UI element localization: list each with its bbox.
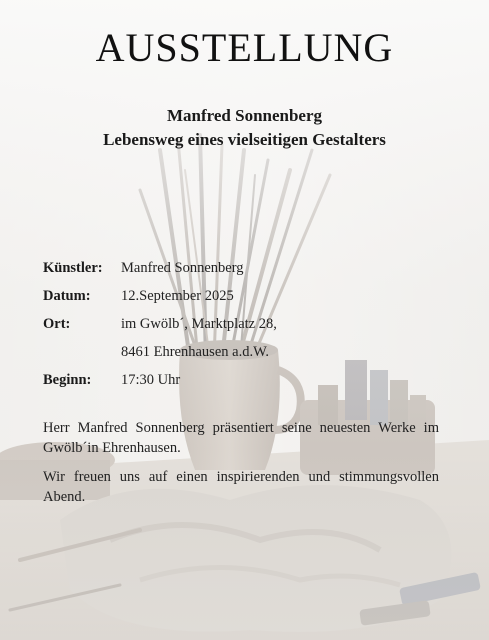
- date-label: Datum:: [43, 287, 91, 304]
- poster-title: AUSSTELLUNG: [95, 25, 394, 70]
- description-paragraph: Herr Manfred Sonnenberg präsentiert seine neuesten Werke im Gwölb´in Ehrenhausen.: [43, 420, 439, 456]
- subtitle-exhibition-name: Lebensweg eines vielseitigen Gestalters: [103, 130, 386, 149]
- poster-subtitle: [0, 104, 489, 152]
- artist-value: Manfred Sonnenberg: [121, 259, 244, 276]
- start-label: Beginn:: [43, 371, 92, 388]
- detail-row-place-continued: [43, 338, 277, 366]
- detail-row-date: [43, 282, 277, 310]
- event-details: [43, 254, 277, 394]
- closing-paragraph: Wir freuen uns auf einen inspirierenden und stimmungsvollen Abend.: [43, 469, 439, 505]
- artist-label: Künstler:: [43, 259, 103, 276]
- detail-row-start: [43, 366, 277, 394]
- place-value-line1: im Gwölb´, Marktplatz 28,: [121, 315, 277, 332]
- place-label: Ort:: [43, 315, 71, 332]
- detail-row-place: [43, 310, 277, 338]
- detail-row-artist: [43, 254, 277, 282]
- date-value: 12.September 2025: [121, 287, 234, 304]
- start-value: 17:30 Uhr: [121, 371, 181, 388]
- subtitle-artist-name: Manfred Sonnenberg: [166, 106, 323, 125]
- place-value-line2: 8461 Ehrenhausen a.d.W.: [121, 343, 270, 360]
